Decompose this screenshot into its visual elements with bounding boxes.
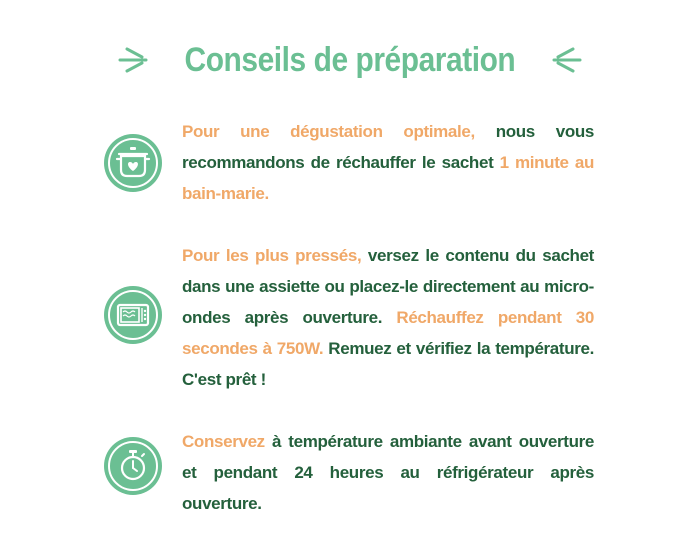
tip-2-text: [182, 240, 594, 395]
microwave-icon: [104, 286, 162, 344]
cooking-pot-heart-icon: [104, 134, 162, 192]
tip-1-segment-1: Pour une dégustation optimale,: [182, 122, 475, 141]
tip-3-segment-1: Conservez: [182, 432, 265, 451]
tip-1-segment-2: nous vous recommandons de réchauffer le sachet: [182, 122, 594, 172]
tip-1-text: [182, 116, 594, 209]
tip-3-segment-2: à température ambiante avant ouverture et pendant 24 heures au réfrigérateur après ouverture.: [182, 432, 594, 513]
tip-1-segment-3: 1 minute au bain-marie.: [182, 153, 594, 203]
header: [0, 36, 700, 84]
tip-2-segment-1: Pour les plus pressés,: [182, 246, 362, 265]
tip-2-segment-2: versez le contenu du sachet dans une assiette ou placez-le directement au micro-ondes après ouverture.: [182, 246, 594, 327]
tip-2-segment-3: Réchauffez pendant 30 secondes à 750W.: [182, 308, 594, 358]
left-sparkle-icon: [118, 45, 152, 75]
right-sparkle-icon: [548, 45, 582, 75]
page-title: Conseils de préparation: [184, 40, 516, 79]
stopwatch-icon: [104, 437, 162, 495]
tip-3-text: [182, 426, 594, 519]
tip-2-segment-4: Remuez et vérifiez la température. C'est prêt !: [182, 339, 595, 389]
